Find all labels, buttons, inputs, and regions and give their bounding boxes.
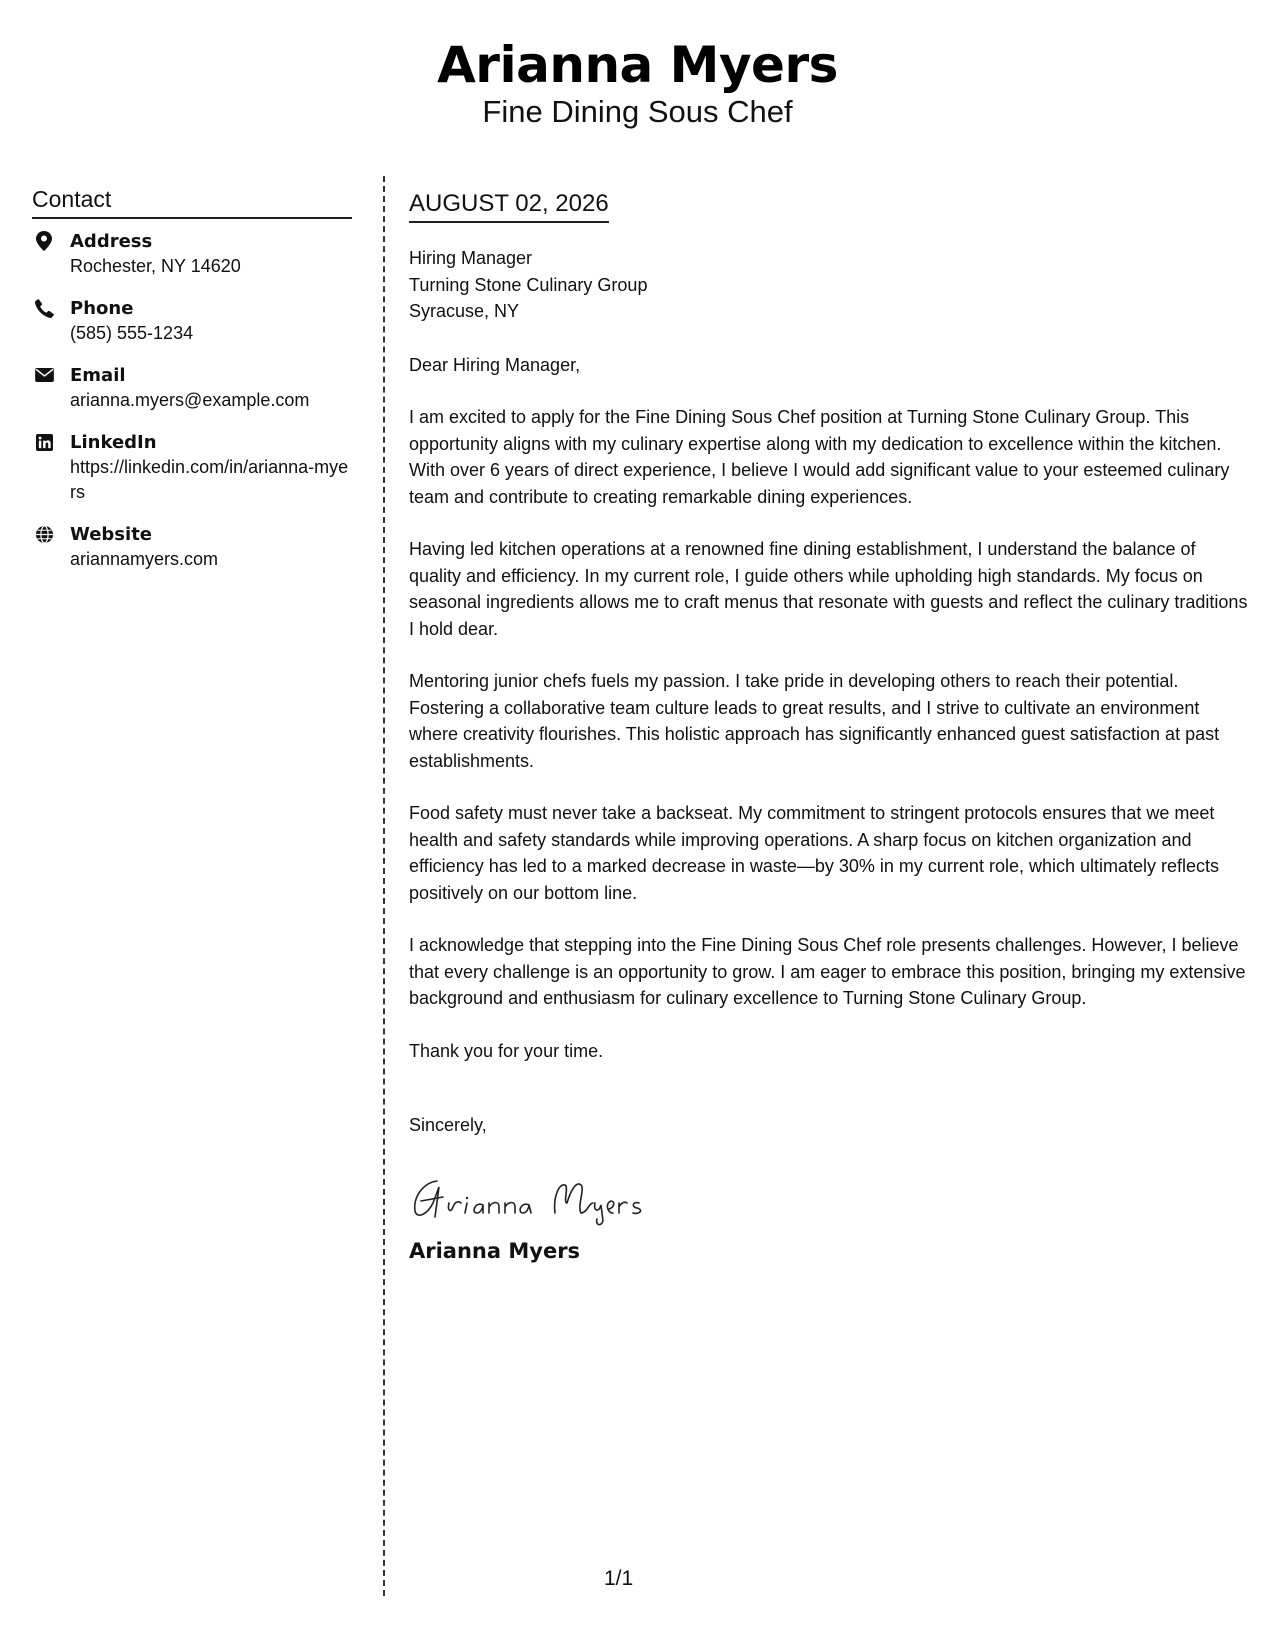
contact-heading: Contact (32, 186, 352, 219)
contact-label: Email (70, 365, 126, 386)
contact-label: Address (70, 231, 153, 252)
contact-item-phone (32, 296, 352, 346)
contact-item-website (32, 522, 352, 572)
contact-item-linkedin (32, 430, 352, 505)
email-value[interactable]: arianna.myers@example.com (70, 390, 310, 410)
page-number: 1/1 (604, 1567, 634, 1590)
paragraph: I am excited to apply for the Fine Dining Sous Chef position at Turning Stone Culinary Group. This opportunity aligns with my culinary expertise along with my dedication to excellence within the kitchen. With over 6 years of direct experience, I believe I would add significant value to your esteemed culinary team and contribute to creating remarkable dining experiences. (409, 407, 1230, 507)
map-pin-icon (34, 231, 54, 251)
website-value[interactable]: ariannamyers.com (70, 549, 219, 569)
applicant-name: Arianna Myers (437, 36, 838, 94)
paragraph: Thank you for your time. (409, 1040, 604, 1061)
paragraph: Having led kitchen operations at a renowned fine dining establishment, I understand the balance of quality and efficiency. In my current role, I guide others while upholding high standards. My focus on seasonal ingredients allows me to craft menus that resonate with guests and reflect the culinary traditions I hold dear. (409, 539, 1248, 639)
globe-icon (34, 524, 54, 544)
salutation: Dear Hiring Manager, (409, 354, 581, 375)
closing: Sincerely, (409, 1115, 487, 1135)
linkedin-value[interactable]: https://linkedin.com/in/arianna-myers (70, 457, 349, 502)
contact-item-email (32, 363, 352, 413)
recipient-line: Syracuse, NY (409, 301, 520, 321)
column-divider (383, 176, 385, 1596)
paragraph: I acknowledge that stepping into the Fine Dining Sous Chef role presents challenges. However, I believe that every challenge is an opportunity to grow. I am eager to embrace this position, bringing my extensive background and enthusiasm for culinary excellence to Turning Stone Culinary Group. (409, 935, 1246, 1008)
phone-icon (34, 298, 54, 318)
contact-list (32, 229, 352, 572)
paragraph: Mentoring junior chefs fuels my passion. I take pride in developing others to reach their potential. Fostering a collaborative team culture leads to great results, and I strive to cultivate an environment where creativity flourishes. This holistic approach has significantly enhanced guest satisfaction at past establishments. (409, 671, 1220, 771)
contact-item-address (32, 229, 352, 279)
envelope-icon (34, 365, 54, 385)
recipient-line: Turning Stone Culinary Group (409, 274, 648, 295)
letter-date: AUGUST 02, 2026 (409, 190, 609, 223)
contact-label: LinkedIn (70, 432, 157, 453)
job-title: Fine Dining Sous Chef (482, 94, 793, 129)
phone-value: (585) 555-1234 (70, 323, 194, 343)
recipient-line: Hiring Manager (409, 248, 533, 268)
address-value: Rochester, NY 14620 (70, 256, 241, 276)
paragraph: Food safety must never take a backseat. My commitment to stringent protocols ensures that we meet health and safety standards while improving operations. A sharp focus on kitchen organization and efficiency has led to a marked decrease in waste—by 30% in my current role, which ultimately reflects positively on our bottom line. (409, 803, 1220, 903)
contact-sidebar (32, 186, 352, 589)
recipient-block (409, 245, 1249, 325)
signer-name: Arianna Myers (409, 1238, 581, 1263)
contact-label: Phone (70, 298, 134, 319)
letter-body (409, 190, 1249, 1263)
linkedin-icon (34, 432, 54, 452)
handwritten-signature (409, 1167, 1249, 1227)
contact-label: Website (70, 524, 153, 545)
